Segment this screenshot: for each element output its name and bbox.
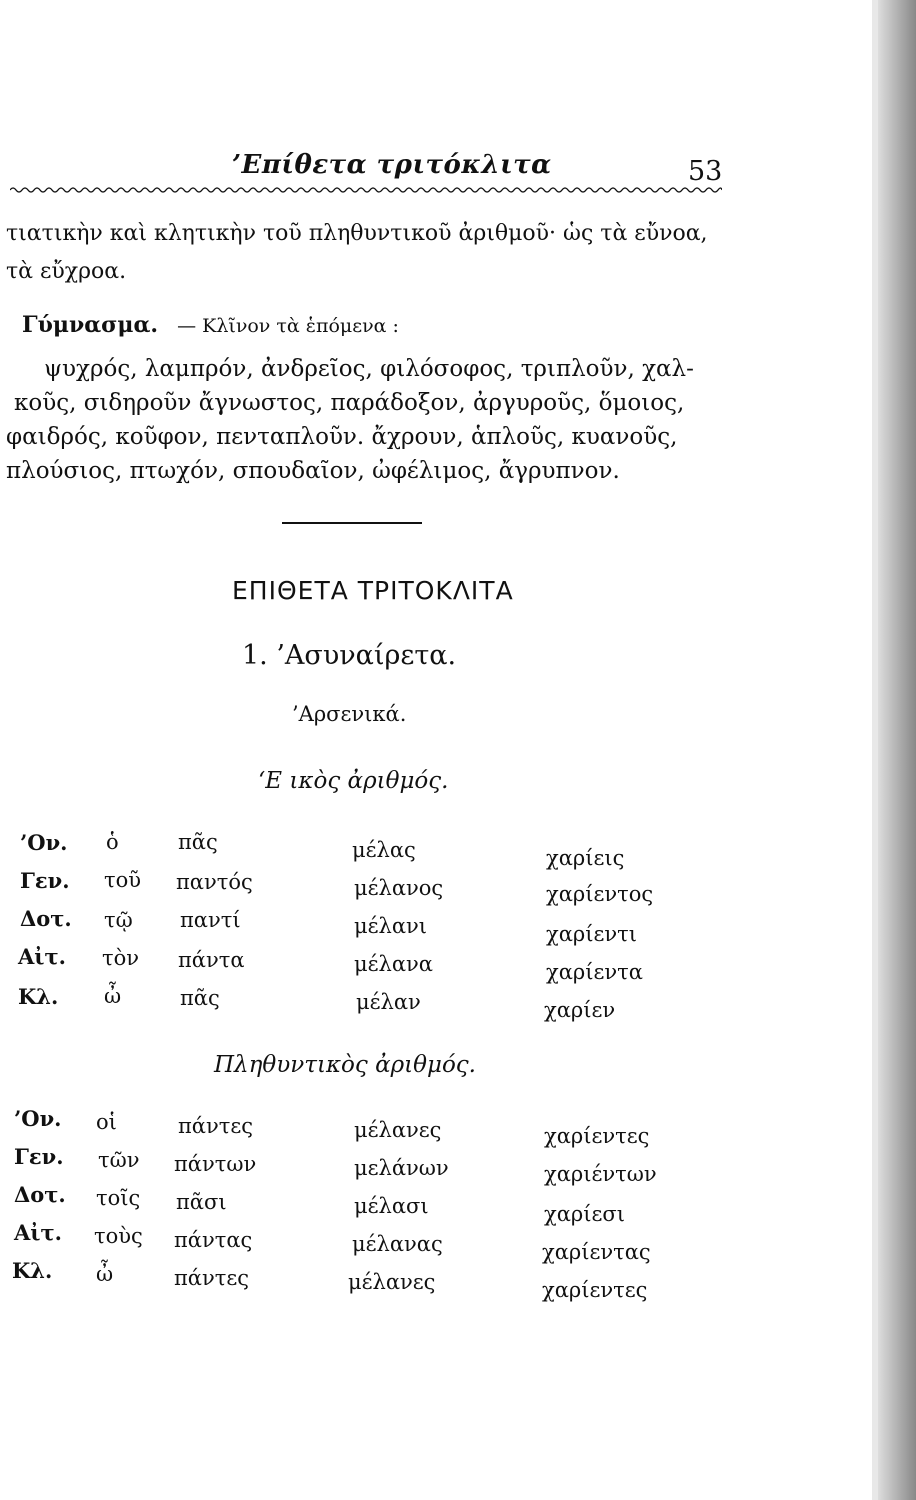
singular-melas: μέλας [352,838,416,862]
page-number: 53 [688,156,723,187]
plural-case: Δοτ. [14,1182,66,1207]
gender-label: ’Αρσενικά. [292,702,407,726]
section-subheading: 1. ’Ασυναίρετα. [242,640,457,671]
plural-melas: μέλανες [348,1270,436,1294]
plural-case: Κλ. [12,1258,53,1283]
plural-melas: μελάνων [354,1156,449,1180]
singular-melas: μέλαν [356,990,421,1014]
singular-case: Κλ. [18,984,59,1009]
plural-charieis: χαριέντων [544,1162,657,1186]
singular-melas: μέλανα [354,952,433,976]
exercise-line: πλούσιος, πτωχόν, σπουδαῖον, ὠφέλιμος, ἄγρυπνον. [6,458,620,484]
singular-article: τὸν [102,946,140,970]
singular-charieis: χαρίεν [544,998,616,1022]
plural-pas: πάντες [178,1114,254,1138]
page-edge [878,0,916,1500]
singular-charieis: χαρίεντι [546,922,637,946]
plural-melas: μέλασι [354,1194,429,1218]
singular-case: ’Ον. [20,830,68,855]
plural-charieis: χαρίεντας [542,1240,651,1264]
plural-pas: πᾶσι [176,1190,227,1214]
exercise-line: ψυχρός, λαμπρόν, ἀνδρεῖος, φιλόσοφος, τριπλοῦν, χαλ- [44,356,694,382]
intro-line: τιατικὴν καὶ κλητικὴν τοῦ πληθυντικοῦ ἀριθμοῦ· ὡς τὰ εὔνοα, [6,221,708,246]
singular-case: Αἰτ. [18,944,66,969]
plural-article: τοὺς [94,1224,143,1248]
singular-case: Δοτ. [20,906,72,931]
plural-article: ὦ [96,1262,114,1286]
exercise-line: κοῦς, σιδηροῦν ἄγνωστος, παράδοξον, ἀργυροῦς, ὅμοιος, [14,390,685,416]
singular-charieis: χαρίεντος [546,882,654,906]
section-heading: ΕΠΙΘΕΤΑ ΤΡΙΤΟΚΛΙΤΑ [232,576,514,605]
plural-heading: Πληθυντικὸς ἀριθμός. [214,1052,476,1078]
plural-melas: μέλανες [354,1118,442,1142]
plural-article: τῶν [98,1148,140,1172]
singular-charieis: χαρίεις [546,846,625,870]
plural-case: ’Ον. [14,1106,62,1131]
singular-heading: ‘Ε ικὸς ἀριθμός. [258,768,449,794]
singular-pas: πᾶς [180,986,220,1010]
exercise-heading [22,310,399,342]
section-divider [282,522,422,524]
plural-pas: πάντες [174,1266,250,1290]
plural-charieis: χαρίεσι [544,1202,625,1226]
plural-charieis: χαρίεντες [544,1124,650,1148]
plural-case: Γεν. [14,1144,64,1169]
header-wavy-rule [10,186,722,194]
exercise-line: φαιδρός, κοῦφον, πενταπλοῦν. ἄχρουν, ἁπλοῦς, κυανοῦς, [6,424,678,450]
plural-case: Αἰτ. [14,1220,62,1245]
singular-pas: πᾶς [178,830,218,854]
plural-article: τοῖς [96,1186,141,1210]
singular-pas: πάντα [178,948,245,972]
plural-charieis: χαρίεντες [542,1278,648,1302]
singular-melas: μέλανος [354,876,444,900]
singular-article: ὁ [106,830,119,854]
page-header-title: ’Επίθετα τριτόκλιτα [232,150,552,180]
plural-pas: πάντας [174,1228,253,1252]
singular-article: ὦ [104,984,122,1008]
plural-melas: μέλανας [352,1232,443,1256]
singular-article: τοῦ [104,868,142,892]
intro-line: τὰ εὔχροα. [6,259,127,284]
exercise-instruction: — Κλῖνον τὰ ἑπόμενα : [177,315,399,337]
singular-charieis: χαρίεντα [546,960,643,984]
plural-article: οἱ [96,1110,117,1134]
singular-article: τῷ [104,908,133,932]
plural-pas: πάντων [174,1152,257,1176]
exercise-label: Γύμνασμα. [22,312,159,338]
singular-pas: παντί [180,908,241,932]
singular-case: Γεν. [20,868,70,893]
singular-melas: μέλανι [354,914,428,938]
singular-pas: παντός [176,870,253,894]
